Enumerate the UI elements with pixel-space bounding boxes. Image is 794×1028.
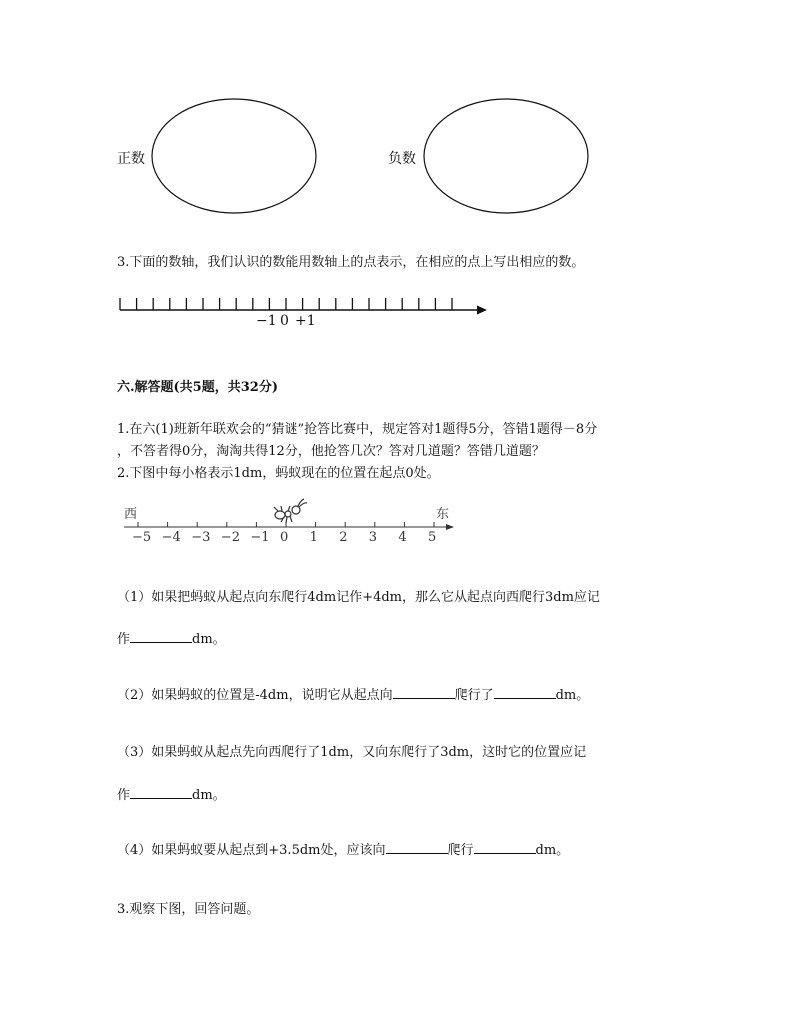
sub-question-2-prefix: （2）如果蚂蚁的位置是-4dm，说明它从起点向	[117, 688, 393, 703]
ant-number-line-tick-label: −4	[161, 530, 181, 545]
sub-question-4-prefix: （4）如果蚂蚁要从起点到+3.5dm处，应该向	[117, 843, 386, 858]
answer-blank-3[interactable]	[130, 786, 192, 799]
ant-number-line-ticks	[138, 522, 434, 527]
problem-1-line-1: 1.在六(1)班新年联欢会的“猜谜”抢答比赛中，规定答对1题得5分，答错1题得－8分	[117, 422, 598, 437]
ant-number-line-tick-label: −3	[191, 530, 211, 545]
ant-number-line-tick-label: 4	[398, 530, 407, 545]
ant-number-line-tick-label: −1	[250, 530, 270, 545]
number-line-label-pos1: +1	[295, 313, 316, 329]
sub-question-3-line-1: （3）如果蚂蚁从起点先向西爬行了1dm，又向东爬行了3dm，这时它的位置应记	[117, 745, 587, 760]
sub-question-1-line-1: （1）如果把蚂蚁从起点向东爬行4dm记作+4dm，那么它从起点向西爬行3dm应记	[117, 590, 600, 605]
ant-number-line-tick-label: 1	[309, 530, 318, 545]
problem-3-prompt: 3.观察下图，回答问题。	[117, 902, 260, 917]
sub-question-3-prefix: 作	[117, 788, 131, 803]
ant-number-line-tick-label: −2	[220, 530, 240, 545]
east-label: 东	[436, 507, 450, 522]
ant-number-line-tick-label: 5	[428, 530, 437, 545]
ant-number-line-tick-label: 0	[280, 530, 289, 545]
question-3-prompt: 3.下面的数轴，我们认识的数能用数轴上的点表示，在相应的点上写出相应的数。	[117, 255, 585, 270]
ant-number-line-tick-label: 2	[339, 530, 348, 545]
section-6-title: 六.解答题(共5题，共32分)	[117, 380, 278, 395]
number-line-ticks	[120, 298, 452, 310]
negative-numbers-label: 负数	[388, 151, 416, 167]
answer-blank-4a[interactable]	[386, 841, 448, 854]
sub-question-1-suffix: dm。	[192, 632, 226, 647]
sub-question-3-suffix: dm。	[192, 788, 226, 803]
sub-question-2-middle: 爬行了	[454, 688, 494, 703]
positive-numbers-label: 正数	[117, 151, 145, 167]
sub-question-4-suffix: dm。	[535, 843, 570, 858]
problem-2-prompt: 2.下图中每小格表示1dm，蚂蚁现在的位置在起点0处。	[117, 466, 440, 481]
sub-question-1-line-2	[117, 628, 226, 647]
ant-number-line-tick-label: −5	[132, 530, 152, 545]
number-line-label-neg1: −1	[256, 313, 277, 329]
sub-question-3-line-2	[117, 784, 226, 803]
answer-blank-2b[interactable]	[494, 686, 556, 699]
problem-1-line-2: ，不答者得0分，淘淘共得12分，他抢答几次？答对几道题？答错几道题？	[117, 444, 545, 459]
sub-question-4-middle: 爬行	[447, 843, 474, 858]
negative-numbers-oval	[422, 97, 592, 217]
sub-question-1-prefix: 作	[117, 632, 131, 647]
sub-question-4	[117, 839, 569, 858]
ant-number-line-tick-label: 3	[368, 530, 378, 545]
sub-question-2	[117, 684, 589, 703]
sub-question-2-suffix: dm。	[555, 688, 590, 703]
positive-numbers-oval	[150, 97, 320, 217]
answer-blank-2a[interactable]	[393, 686, 455, 699]
answer-blank-1[interactable]	[130, 630, 192, 643]
number-line-label-0: 0	[280, 313, 289, 329]
answer-blank-4b[interactable]	[474, 841, 536, 854]
west-label: 西	[124, 507, 138, 522]
